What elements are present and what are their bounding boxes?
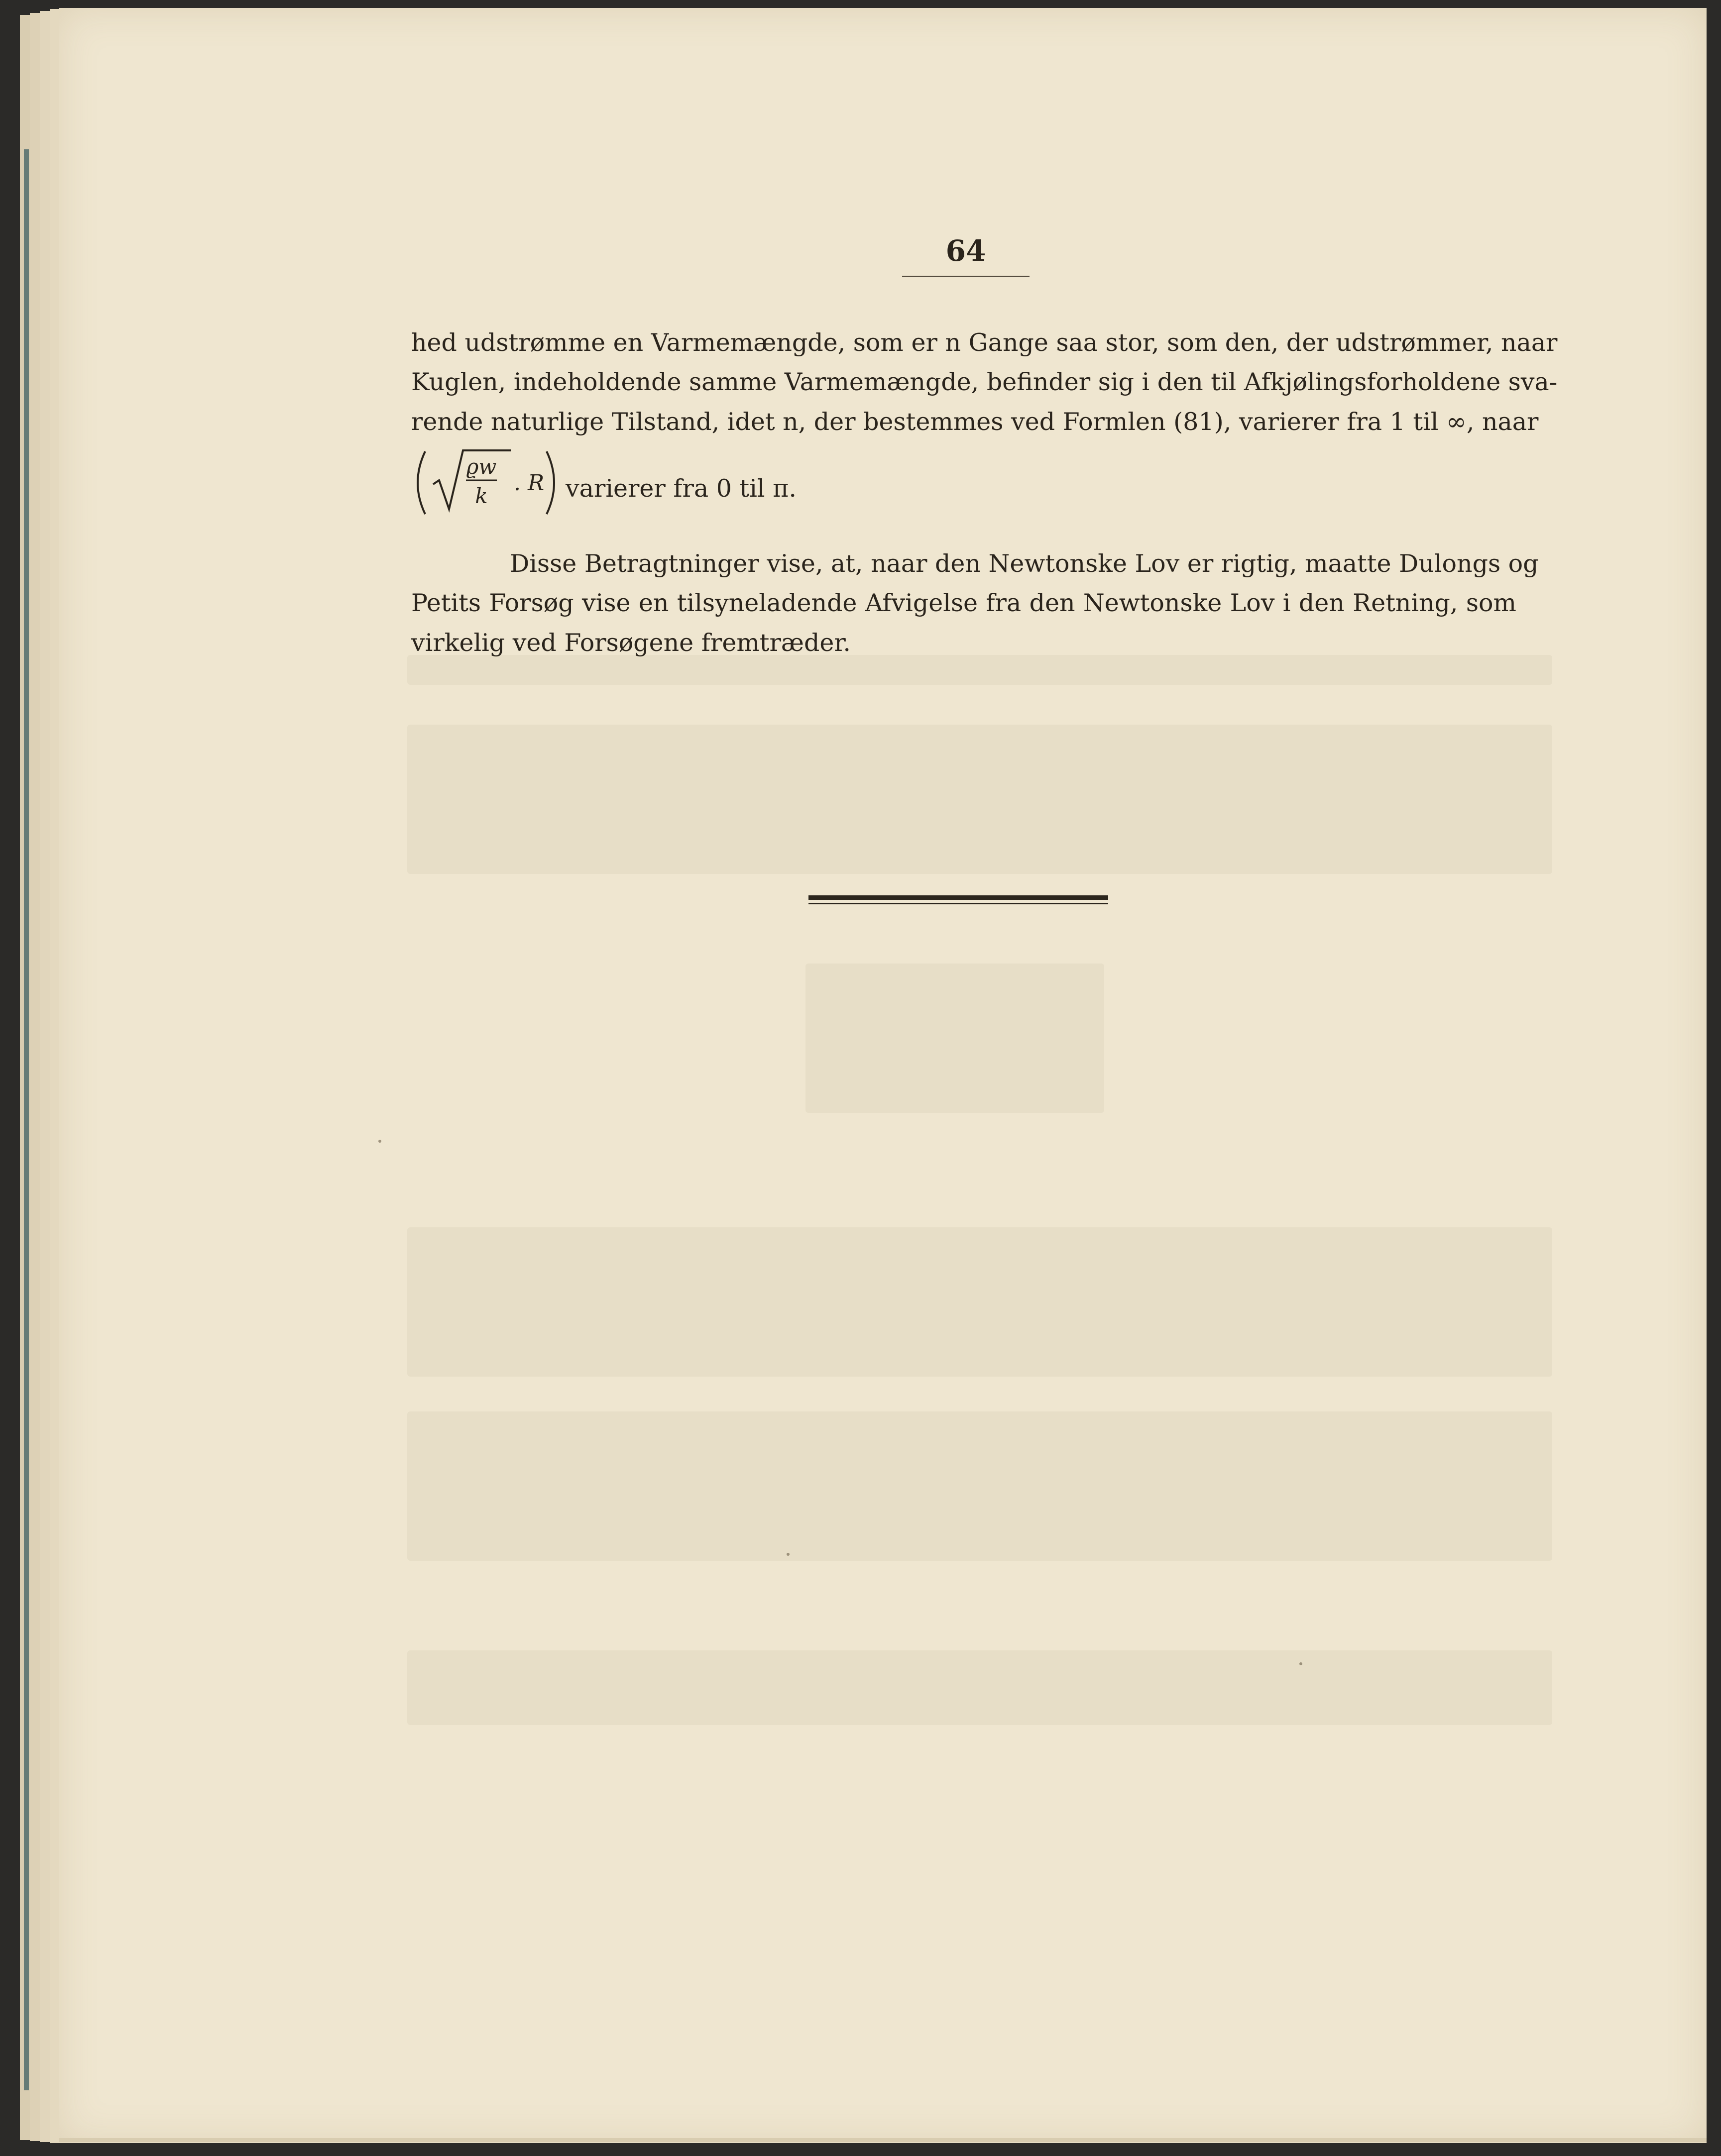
paper-speck: [378, 1140, 381, 1143]
paragraph-line: Disse Betragtninger vise, at, naar den Newtonske Lov er rigtig, maatte Dulongs og: [510, 549, 1539, 578]
formula-multiplier: . R: [514, 470, 545, 496]
show-through-text: [407, 655, 1552, 685]
section-divider-thick: [808, 895, 1108, 900]
radicand-numerator: ϱw: [466, 454, 497, 479]
show-through-text: [407, 1650, 1552, 1725]
show-through-formula: [805, 964, 1104, 1113]
binding-strip: [24, 149, 29, 2090]
show-through-formula: [407, 1227, 1552, 1377]
paper-speck: [1299, 1662, 1302, 1665]
section-divider-thin: [808, 903, 1108, 904]
paper-speck: [787, 1553, 790, 1556]
formula-tail-text: varierer fra 0 til π.: [566, 474, 797, 503]
paragraph-line: Kuglen, indeholdende samme Varmemængde, befinder sig i den til Afkjølingsforholdene sva-: [411, 368, 1558, 396]
inline-formula: [411, 445, 909, 520]
page-number: 64: [945, 234, 986, 268]
radicand-denominator: k: [475, 484, 488, 508]
paragraph-line: virkelig ved Forsøgene fremtræder.: [411, 629, 851, 657]
paragraph-line: rende naturlige Tilstand, idet n, der bestemmes ved Formlen (81), varierer fra 1 til ∞, naar: [411, 408, 1539, 436]
page-bottom-edge: [59, 2138, 1707, 2142]
show-through-text: [407, 1411, 1552, 1561]
show-through-text: [407, 725, 1552, 874]
page-number-rule: [902, 276, 1030, 277]
sqrt-formula-graphic: [411, 445, 561, 520]
paragraph-line: hed udstrømme en Varmemængde, som er n Gange saa stor, som den, der udstrømmer, naar: [411, 328, 1558, 357]
paragraph-line: Petits Forsøg vise en tilsyneladende Afvigelse fra den Newtonske Lov i den Retning, som: [411, 589, 1516, 617]
